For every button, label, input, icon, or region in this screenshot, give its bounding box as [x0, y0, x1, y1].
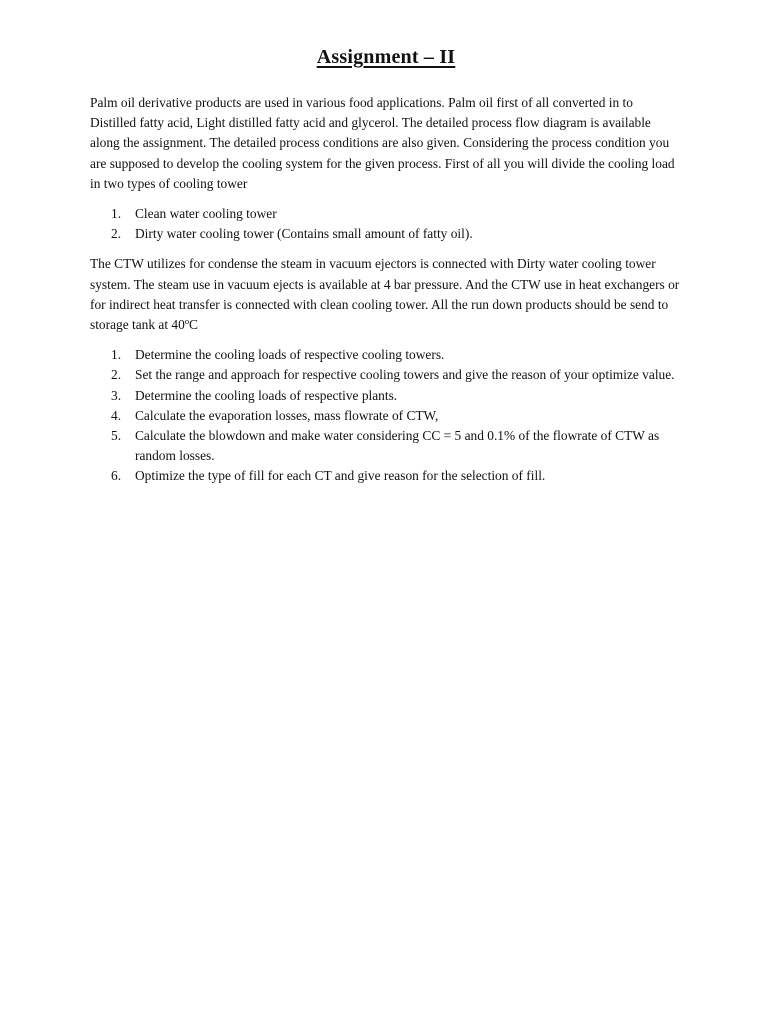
list-item-text: Clean water cooling tower: [135, 206, 277, 222]
list-item: [90, 345, 682, 365]
list-item-number: 1.: [111, 206, 122, 222]
list-item-number: 2.: [111, 226, 122, 242]
list-item: [90, 426, 682, 466]
list-item-text: Calculate the evaporation losses, mass flowrate of CTW,: [135, 407, 439, 423]
list-item-number: 2.: [111, 367, 122, 383]
list-item: [90, 386, 682, 406]
list-item: [90, 224, 682, 244]
page-title: Assignment – II: [316, 46, 456, 68]
list-item-text: Calculate the blowdown and make water considering CC = 5 and 0.1% of the flowrate of CTW as random losses.: [135, 428, 660, 464]
list-item-text: Optimize the type of fill for each CT and give reason for the selection of fill.: [135, 468, 546, 484]
list-item-number: 3.: [111, 387, 122, 403]
list-item-text: Set the range and approach for respective cooling towers and give the reason of your optimize value.: [135, 367, 675, 383]
tower-types-list: [90, 204, 682, 244]
list-item: [90, 204, 682, 224]
list-item-number: 4.: [111, 407, 122, 423]
list-item-number: 1.: [111, 347, 122, 363]
list-item-number: 5.: [111, 428, 122, 444]
ctw-paragraph: The CTW utilizes for condense the steam in vacuum ejectors is connected with Dirty water cooling tower system. The steam use in vacuum ejects is available at 4 bar pressure. And the CTW use in heat exchangers or for indirect heat transfer is connected with clean cooling tower. All the run down products should be send to storage tank at 40ºC: [90, 256, 680, 333]
list-item-number: 6.: [111, 468, 122, 484]
intro-paragraph: Palm oil derivative products are used in various food applications. Palm oil first of all converted in to Distilled fatty acid, Light distilled fatty acid and glycerol. The detailed process flow diagram is available along the assignment. The detailed process conditions are also given. Considering the process condition you are supposed to develop the cooling system for the given process. First of all you will divide the cooling load in two types of cooling tower: [90, 95, 675, 191]
list-item: [90, 466, 682, 486]
tasks-list: [90, 345, 682, 486]
list-item-text: Determine the cooling loads of respective plants.: [135, 387, 398, 403]
list-item-text: Dirty water cooling tower (Contains small amount of fatty oil).: [135, 226, 473, 242]
list-item: [90, 406, 682, 426]
list-item: [90, 365, 682, 385]
list-item-text: Determine the cooling loads of respective cooling towers.: [135, 347, 445, 363]
